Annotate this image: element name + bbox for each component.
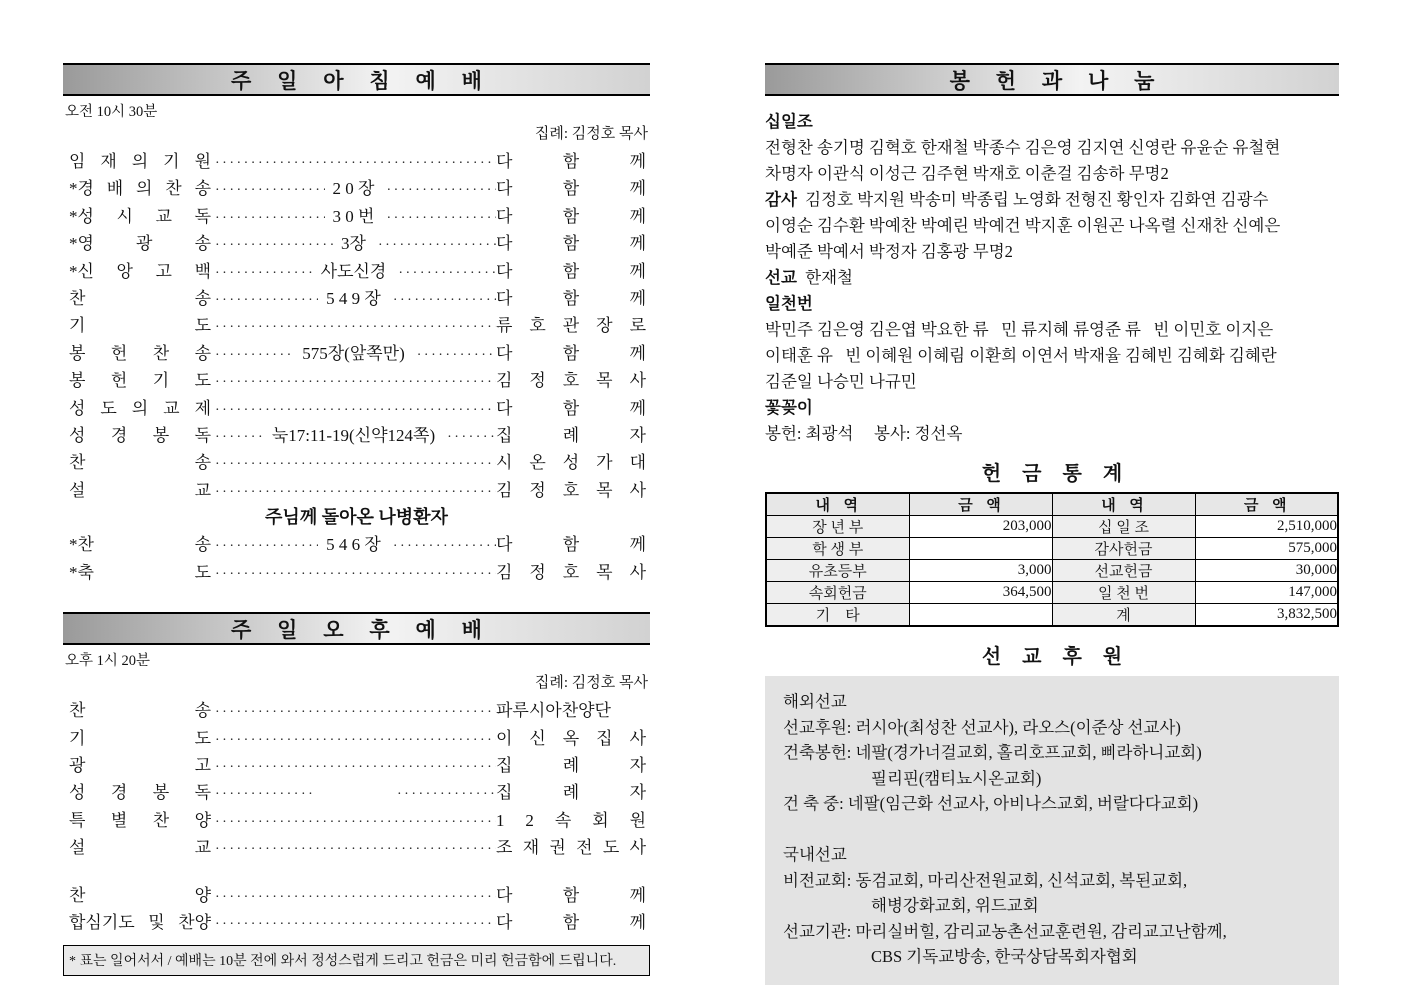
service-item-person: 다 함 께 bbox=[495, 261, 646, 281]
service-item-label: 찬 양 bbox=[69, 885, 211, 905]
stats-amount-cell: 3,832,500 bbox=[1195, 604, 1338, 627]
stats-category-cell: 계 bbox=[1052, 604, 1195, 627]
service-row bbox=[63, 285, 650, 312]
offering-group-heading: 십일조 bbox=[765, 112, 813, 131]
missions-line bbox=[783, 817, 1321, 843]
missions-line: 해외선교 bbox=[783, 692, 847, 711]
service-item-person: 집 례 자 bbox=[495, 425, 646, 445]
dotted-leader bbox=[211, 150, 496, 177]
service-item-person: 김 정 호 목 사 bbox=[496, 371, 646, 391]
dotted-leader bbox=[211, 781, 314, 808]
service-item-person: 시 온 성 가 대 bbox=[496, 453, 646, 473]
service-row bbox=[63, 203, 650, 230]
right-column bbox=[765, 63, 1339, 985]
left-column bbox=[63, 63, 650, 976]
offering-group-heading: 꽃꽂이 bbox=[765, 398, 813, 417]
dotted-leader bbox=[211, 342, 294, 369]
dotted-leader bbox=[211, 177, 325, 204]
service-item-label: 봉 헌 찬 송 bbox=[69, 343, 211, 363]
service-item-label: *축 도 bbox=[69, 562, 211, 582]
dotted-leader bbox=[211, 479, 496, 506]
service-item-person: 집 례 자 bbox=[496, 756, 646, 776]
service-item-person: 류 호 관 장 로 bbox=[496, 316, 646, 336]
service-item-person: 다 함 께 bbox=[495, 343, 646, 363]
afternoon-service-time: 오후 1시 20분 bbox=[65, 653, 151, 670]
service-item-person: 다 함 께 bbox=[496, 234, 646, 254]
service-item-detail: 2 0 장 bbox=[332, 179, 375, 199]
service-item-label: *신 앙 고 백 bbox=[69, 261, 211, 281]
stats-amount-cell: 2,510,000 bbox=[1195, 516, 1338, 538]
stats-header-row bbox=[766, 493, 1338, 516]
offering-section-title: 봉 헌 과 나 눔 bbox=[949, 69, 1165, 93]
service-item-person: 조 재 권 전 도 사 bbox=[496, 838, 646, 858]
service-row bbox=[63, 697, 650, 724]
service-row bbox=[63, 909, 650, 936]
service-row bbox=[63, 258, 650, 285]
stats-category-cell: 유초등부 bbox=[766, 560, 909, 582]
missions-line: 국내선교 bbox=[783, 845, 847, 864]
missions-line: 비전교회: 동검교회, 마리산전원교회, 신석교회, 복된교회, bbox=[783, 870, 1188, 890]
service-item-person: 파루시아찬양단 bbox=[496, 701, 611, 721]
service-row bbox=[63, 422, 650, 449]
dotted-leader bbox=[211, 424, 264, 451]
stats-category-cell: 일 천 번 bbox=[1052, 582, 1195, 604]
service-item-label: 임 재 의 기 원 bbox=[69, 152, 211, 171]
morning-service-time: 오전 10시 30분 bbox=[65, 104, 158, 120]
service-item-detail: 사도신경 bbox=[320, 261, 387, 281]
stats-category-cell: 장 년 부 bbox=[766, 516, 909, 538]
service-item-detail: 5 4 9 장 bbox=[326, 288, 381, 308]
offering-names-list bbox=[765, 109, 1339, 447]
service-item-label: 설 교 bbox=[69, 480, 211, 500]
service-item-detail: 3 0 번 bbox=[332, 206, 375, 226]
offering-group-heading: 감사 bbox=[765, 190, 797, 209]
stats-row bbox=[766, 538, 1338, 560]
service-item-person: 다 함 께 bbox=[496, 398, 646, 418]
service-item-person: 다 함 께 bbox=[496, 535, 646, 555]
service-item-label: *성 시 교 독 bbox=[69, 206, 211, 226]
stats-column-header: 금 액 bbox=[909, 493, 1052, 516]
dotted-leader bbox=[389, 287, 496, 314]
missions-line: 건 축 중: 네팔(임근화 선교사, 아비나스교회, 버랄다다교회) bbox=[783, 794, 1199, 813]
missions-support-box bbox=[765, 676, 1339, 985]
service-row bbox=[63, 834, 650, 861]
service-item-detail: 5 4 6 장 bbox=[326, 535, 381, 555]
service-item-label: *찬 송 bbox=[69, 535, 211, 555]
service-item-label: 특 별 찬 양 bbox=[69, 810, 211, 830]
stats-amount-cell: 30,000 bbox=[1195, 560, 1338, 582]
afternoon-service-officiant: 집례: 김정호 목사 bbox=[534, 675, 648, 692]
service-item-label: *영 광 송 bbox=[69, 234, 211, 254]
missions-line: 선교후원: 러시아(최성찬 선교사), 라오스(이준상 선교사) bbox=[783, 717, 1181, 737]
dotted-leader bbox=[211, 287, 318, 314]
stats-column-header: 내 역 bbox=[766, 493, 909, 516]
offering-group-heading: 일천번 bbox=[765, 294, 813, 313]
dotted-leader bbox=[382, 205, 496, 232]
afternoon-service-closing-list bbox=[63, 882, 650, 937]
stats-category-cell: 선교헌금 bbox=[1052, 560, 1195, 582]
afternoon-service-header-bar bbox=[63, 612, 650, 645]
offering-stats-title: 헌 금 통 계 bbox=[981, 463, 1131, 485]
offering-names-line: 김준일 나승민 나규민 bbox=[765, 372, 917, 391]
morning-service-order-list bbox=[63, 148, 650, 504]
dotted-leader bbox=[211, 561, 496, 588]
stats-row bbox=[766, 516, 1338, 538]
service-row bbox=[63, 752, 650, 779]
dotted-leader bbox=[211, 260, 313, 287]
stats-amount-cell bbox=[909, 538, 1052, 560]
dotted-leader bbox=[393, 781, 496, 808]
dotted-leader bbox=[394, 260, 496, 287]
stats-amount-cell: 203,000 bbox=[909, 516, 1052, 538]
stats-amount-cell: 3,000 bbox=[909, 560, 1052, 582]
dotted-leader bbox=[211, 369, 496, 396]
morning-service-closing-list bbox=[63, 531, 650, 586]
offering-names-line: 봉헌: 최광석 봉사: 정선옥 bbox=[765, 424, 963, 443]
service-item-detail: 3장 bbox=[341, 234, 366, 254]
offering-names-inline: 한재철 bbox=[796, 268, 853, 287]
service-row bbox=[63, 882, 650, 909]
service-item-label: 성 경 봉 독 bbox=[69, 783, 211, 803]
stats-category-cell: 학 생 부 bbox=[766, 538, 909, 560]
missions-title: 선 교 후 원 bbox=[981, 646, 1131, 668]
morning-service-header-bar bbox=[63, 63, 650, 96]
service-item-person: 김 정 호 목 사 bbox=[496, 562, 646, 582]
stats-category-cell: 감사헌금 bbox=[1052, 538, 1195, 560]
offering-group-heading-line bbox=[765, 187, 1339, 213]
dotted-leader bbox=[374, 232, 496, 259]
offering-names-inline: 김정호 박지원 박송미 박종립 노영화 전형진 황인자 김화연 김광수 bbox=[796, 190, 1269, 209]
offering-group-heading-line bbox=[765, 265, 1339, 291]
service-row bbox=[63, 312, 650, 339]
service-item-label: 기 도 bbox=[69, 728, 211, 748]
service-item-person: 다 함 께 bbox=[496, 885, 646, 905]
service-row bbox=[63, 395, 650, 422]
stats-amount-cell: 575,000 bbox=[1195, 538, 1338, 560]
service-item-person: 다 함 께 bbox=[496, 288, 646, 308]
dotted-leader bbox=[211, 205, 325, 232]
stats-row bbox=[766, 604, 1338, 627]
dotted-leader bbox=[211, 533, 318, 560]
worship-instructions-note: * 표는 일어서서 / 예배는 10분 전에 와서 정성스럽게 드리고 헌금은 미리 헌금함에 드립니다. bbox=[63, 945, 650, 976]
missions-line: 건축봉헌: 네팔(경가너걸교회, 홀리호프교회, 삐라하니교회) bbox=[783, 743, 1202, 762]
dotted-leader bbox=[389, 533, 496, 560]
service-row bbox=[63, 230, 650, 257]
service-item-person: 이 신 옥 집 사 bbox=[496, 728, 646, 748]
service-item-person: 집 례 자 bbox=[496, 783, 646, 803]
service-item-label: 찬 송 bbox=[69, 701, 211, 721]
dotted-leader bbox=[211, 699, 496, 726]
sermon-title: 주님께 돌아온 나병환자 bbox=[265, 507, 448, 528]
service-row bbox=[63, 807, 650, 834]
dotted-leader bbox=[443, 424, 496, 451]
dotted-leader bbox=[211, 836, 496, 863]
service-item-label: 찬 송 bbox=[69, 288, 211, 308]
stats-row bbox=[766, 582, 1338, 604]
offering-stats-table bbox=[765, 492, 1339, 627]
service-item-person: 다 함 께 bbox=[496, 206, 646, 226]
service-row bbox=[63, 725, 650, 752]
service-item-label: 기 도 bbox=[69, 316, 211, 336]
service-item-label: 성 도 의 교 제 bbox=[69, 398, 211, 418]
missions-line: CBS 기독교방송, 한국상담목회자협회 bbox=[871, 947, 1138, 966]
dotted-leader bbox=[211, 809, 496, 836]
stats-column-header: 금 액 bbox=[1195, 493, 1338, 516]
dotted-leader bbox=[382, 177, 496, 204]
stats-amount-cell bbox=[909, 604, 1052, 627]
service-row bbox=[63, 779, 650, 806]
morning-service-officiant: 집례: 김정호 목사 bbox=[534, 126, 648, 142]
service-row bbox=[63, 148, 650, 175]
service-item-label: 설 교 bbox=[69, 838, 211, 858]
dotted-leader bbox=[211, 451, 496, 478]
dotted-leader bbox=[211, 754, 496, 781]
service-item-label: 성 경 봉 독 bbox=[69, 425, 211, 445]
service-item-person: 다 함 께 bbox=[496, 912, 646, 932]
dotted-leader bbox=[211, 911, 496, 938]
dotted-leader bbox=[211, 397, 496, 424]
service-item-person: 다 함 께 bbox=[496, 152, 646, 171]
stats-category-cell: 속회헌금 bbox=[766, 582, 909, 604]
rows-spacer bbox=[63, 862, 650, 882]
service-row bbox=[63, 531, 650, 558]
service-item-person: 1 2 속 회 원 bbox=[496, 810, 646, 830]
service-item-detail: 눅17:11-19(신약124쪽) bbox=[271, 425, 436, 445]
offering-names-line: 전형찬 송기명 김혁호 한재철 박종수 김은영 김지연 신영란 유윤순 유철현 bbox=[765, 138, 1281, 157]
dotted-leader bbox=[413, 342, 496, 369]
service-item-label: 광 고 bbox=[69, 756, 211, 776]
stats-row bbox=[766, 560, 1338, 582]
offering-names-line: 차명자 이관식 이성근 김주현 박재호 이춘걸 김송하 무명2 bbox=[765, 164, 1169, 183]
stats-table-body bbox=[766, 516, 1338, 627]
dotted-leader bbox=[211, 232, 333, 259]
service-item-person: 다 함 께 bbox=[496, 179, 646, 199]
service-row bbox=[63, 340, 650, 367]
stats-category-cell: 기 타 bbox=[766, 604, 909, 627]
missions-line: 선교기관: 마리실버힐, 감리교농촌선교훈련원, 감리교고난함께, bbox=[783, 921, 1227, 941]
offering-names-line: 이태훈 유 빈 이혜원 이혜림 이환희 이연서 박재율 김혜빈 김혜화 김혜란 bbox=[765, 346, 1277, 365]
offering-header-bar bbox=[765, 63, 1339, 96]
dotted-leader bbox=[211, 727, 496, 754]
missions-line: 필리핀(캠티뇨시온교회) bbox=[871, 768, 1042, 788]
stats-category-cell: 십 일 조 bbox=[1052, 516, 1195, 538]
service-item-label: 찬 송 bbox=[69, 453, 211, 473]
missions-line: 해병강화교회, 위드교회 bbox=[871, 896, 1039, 915]
afternoon-service-title: 주 일 오 후 예 배 bbox=[231, 618, 492, 642]
offering-names-line: 박민주 김은영 김은엽 박요한 류 민 류지혜 류영준 류 빈 이민호 이지은 bbox=[765, 320, 1274, 339]
section-gap bbox=[63, 586, 650, 612]
offering-names-line: 박예준 박예서 박정자 김홍광 무명2 bbox=[765, 242, 1013, 261]
service-item-label: 합심기도 및 찬양 bbox=[69, 912, 211, 932]
offering-names-line: 이영순 김수환 박예찬 박예린 박예건 박지훈 이원곤 나옥렬 신재찬 신예은 bbox=[765, 216, 1281, 235]
service-item-detail: 575장(앞쪽만) bbox=[302, 343, 405, 363]
service-row bbox=[63, 477, 650, 504]
dotted-leader bbox=[211, 314, 496, 341]
dotted-leader bbox=[211, 884, 496, 911]
stats-amount-cell: 364,500 bbox=[909, 582, 1052, 604]
offering-group-heading: 선교 bbox=[765, 268, 797, 287]
service-item-label: 봉 헌 기 도 bbox=[69, 371, 211, 391]
offering-group-heading-line bbox=[765, 395, 1339, 421]
service-row bbox=[63, 367, 650, 394]
stats-amount-cell: 147,000 bbox=[1195, 582, 1338, 604]
morning-service-title: 주 일 아 침 예 배 bbox=[231, 69, 492, 93]
service-row bbox=[63, 449, 650, 476]
offering-group-heading-line bbox=[765, 291, 1339, 317]
service-item-person: 김 정 호 목 사 bbox=[496, 480, 646, 500]
service-row bbox=[63, 559, 650, 586]
service-row bbox=[63, 175, 650, 202]
offering-group-heading-line bbox=[765, 109, 1339, 135]
service-item-label: *경 배 의 찬 송 bbox=[69, 179, 211, 199]
afternoon-service-order-list bbox=[63, 697, 650, 861]
stats-column-header: 내 역 bbox=[1052, 493, 1195, 516]
